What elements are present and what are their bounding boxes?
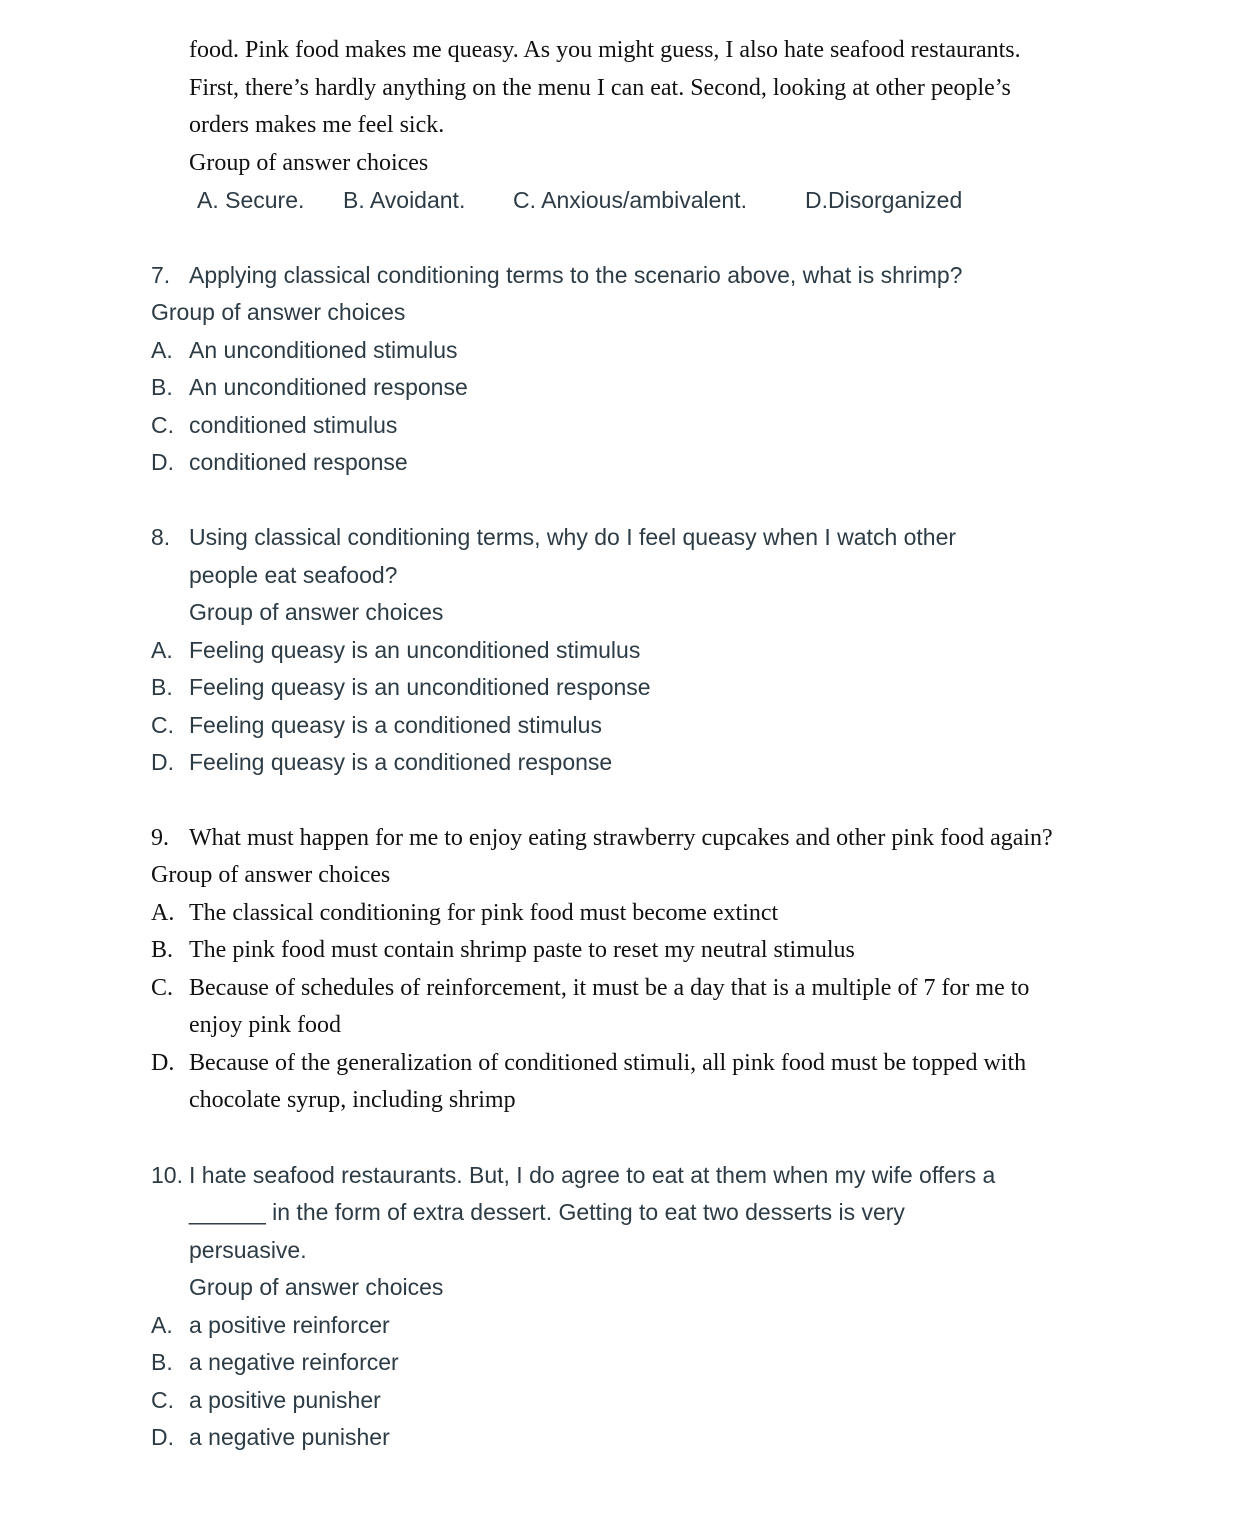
question-10-choice-a: a positive reinforcer	[189, 1312, 390, 1338]
question-8-number: 8.	[151, 524, 171, 550]
intro-choice-a: A. Secure.	[197, 187, 305, 213]
intro-line-2: First, there’s hardly anything on the menu I can eat. Second, looking at other people’s	[189, 75, 1011, 101]
question-10-text-line-3: persuasive.	[189, 1237, 307, 1263]
question-7-choice-c-letter: C.	[151, 412, 174, 438]
question-7-choice-d: conditioned response	[189, 449, 408, 475]
question-8-text-line-2: people eat seafood?	[189, 562, 398, 588]
question-10-choice-c-letter: C.	[151, 1387, 174, 1413]
question-10-group-label: Group of answer choices	[189, 1274, 444, 1300]
question-9-choice-a: The classical conditioning for pink food must become extinct	[189, 900, 779, 926]
intro-group-label: Group of answer choices	[189, 150, 429, 176]
intro-choice-d: D.Disorganized	[805, 187, 963, 213]
question-9-number: 9.	[151, 825, 169, 851]
question-7-choice-a: An unconditioned stimulus	[189, 337, 458, 363]
question-10-choice-b: a negative reinforcer	[189, 1349, 399, 1375]
question-8-choice-b-letter: B.	[151, 674, 173, 700]
question-9-choice-d-line-2: chocolate syrup, including shrimp	[189, 1087, 516, 1113]
question-10-choice-b-letter: B.	[151, 1349, 173, 1375]
question-9-choice-d-letter: D.	[151, 1050, 175, 1076]
question-8-choice-d-letter: D.	[151, 749, 174, 775]
question-8-choice-a: Feeling queasy is an unconditioned stimulus	[189, 637, 641, 663]
question-7-choice-d-letter: D.	[151, 449, 174, 475]
question-9-choice-c-line-1: Because of schedules of reinforcement, it must be a day that is a multiple of 7 for me to	[189, 975, 1030, 1001]
question-7-choice-b: An unconditioned response	[189, 374, 468, 400]
question-10-choice-a-letter: A.	[151, 1312, 173, 1338]
question-9-choice-d-line-1: Because of the generalization of conditioned stimuli, all pink food must be topped with	[189, 1050, 1027, 1076]
question-8-choice-d: Feeling queasy is a conditioned response	[189, 749, 613, 775]
question-7-text: Applying classical conditioning terms to the scenario above, what is shrimp?	[189, 262, 963, 288]
question-7-choice-b-letter: B.	[151, 374, 173, 400]
question-7-choice-c: conditioned stimulus	[189, 412, 398, 438]
question-9-choice-b-letter: B.	[151, 937, 174, 963]
intro-choice-b: B. Avoidant.	[343, 187, 466, 213]
question-9-choice-b: The pink food must contain shrimp paste to reset my neutral stimulus	[189, 937, 855, 963]
question-9-group-label: Group of answer choices	[151, 862, 391, 888]
question-8-choice-c-letter: C.	[151, 712, 174, 738]
question-8-group-label: Group of answer choices	[189, 599, 444, 625]
intro-line-3: orders makes me feel sick.	[189, 112, 445, 138]
intro-line-1: food. Pink food makes me queasy. As you might guess, I also hate seafood restaurants.	[189, 37, 1021, 63]
question-9-choice-c-letter: C.	[151, 975, 174, 1001]
question-8-text-line-1: Using classical conditioning terms, why do I feel queasy when I watch other	[189, 524, 957, 550]
question-8-choice-a-letter: A.	[151, 637, 173, 663]
question-7-group-label: Group of answer choices	[151, 299, 406, 325]
question-8-choice-c: Feeling queasy is a conditioned stimulus	[189, 712, 602, 738]
question-7-choice-a-letter: A.	[151, 337, 173, 363]
question-9-choice-c-line-2: enjoy pink food	[189, 1012, 341, 1038]
question-9-text: What must happen for me to enjoy eating strawberry cupcakes and other pink food again?	[189, 825, 1053, 851]
question-10-choice-d: a negative punisher	[189, 1424, 390, 1450]
question-10-text-line-2: ______ in the form of extra dessert. Getting to eat two desserts is very	[189, 1199, 905, 1225]
question-9-choice-a-letter: A.	[151, 900, 175, 926]
question-10-number: 10.	[151, 1162, 183, 1188]
question-8-choice-b: Feeling queasy is an unconditioned response	[189, 674, 651, 700]
question-7-number: 7.	[151, 262, 171, 288]
question-10-text-line-1: I hate seafood restaurants. But, I do agree to eat at them when my wife offers a	[189, 1162, 996, 1188]
question-10-choice-d-letter: D.	[151, 1424, 174, 1450]
intro-choice-c: C. Anxious/ambivalent.	[513, 187, 747, 213]
question-10-choice-c: a positive punisher	[189, 1387, 381, 1413]
